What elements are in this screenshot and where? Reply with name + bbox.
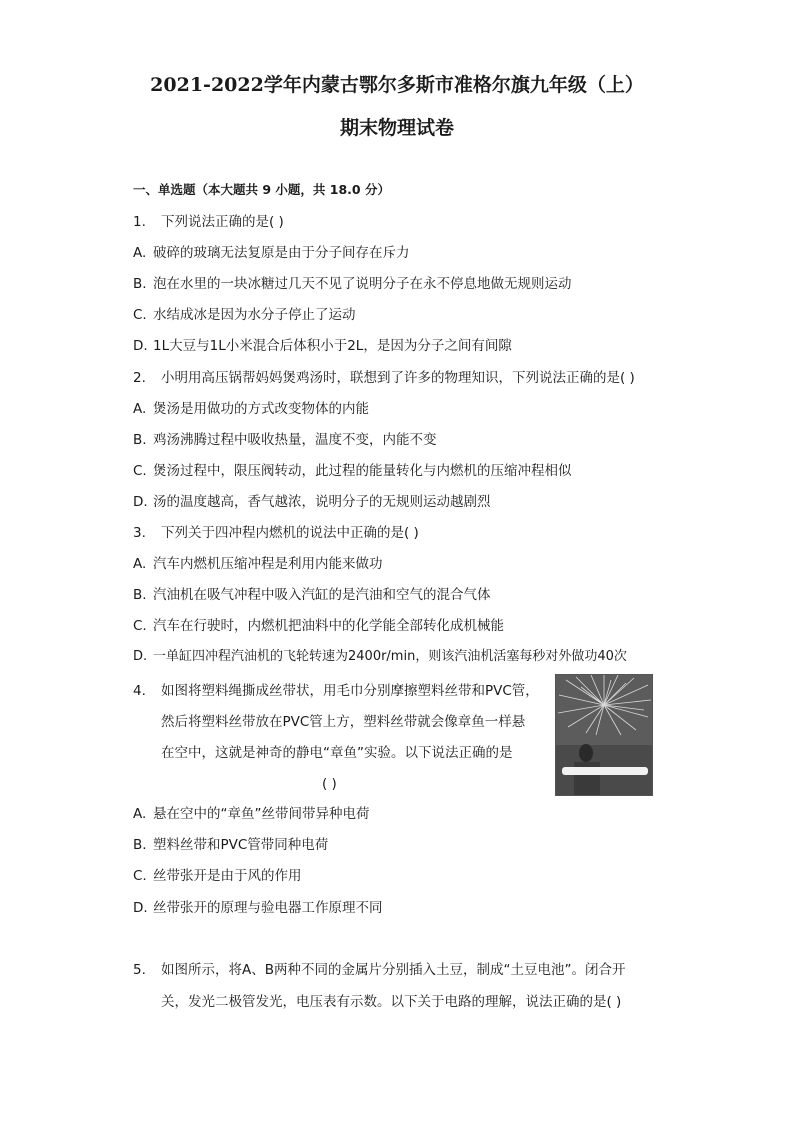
q4-option-c[interactable] xyxy=(133,867,302,885)
question-4-line4: ( ) xyxy=(322,776,337,792)
option-letter: C. xyxy=(133,868,147,884)
question-number: 1. xyxy=(133,214,146,230)
q4-option-a[interactable] xyxy=(133,805,370,823)
option-letter: B. xyxy=(133,837,147,853)
option-text: 破碎的玻璃无法复原是由于分子间存在斥力 xyxy=(153,245,410,261)
option-text: 汽油机在吸气冲程中吸入汽缸的是汽油和空气的混合气体 xyxy=(153,587,491,603)
q3-option-a[interactable] xyxy=(133,555,383,573)
option-letter: D. xyxy=(133,338,148,354)
q4-option-d[interactable] xyxy=(133,899,383,917)
section-heading: 一、单选题（本大题共 9 小题，共 18.0 分） xyxy=(133,182,390,197)
question-number: 2. xyxy=(133,370,146,386)
option-letter: A. xyxy=(133,806,147,822)
option-text: 煲汤是用做功的方式改变物体的内能 xyxy=(153,401,369,417)
option-letter: C. xyxy=(133,307,147,323)
option-text: 一单缸四冲程汽油机的飞轮转速为2400r/min，则该汽油机活塞每秒对外做功40次 xyxy=(153,649,627,664)
option-letter: B. xyxy=(133,587,147,603)
option-letter: C. xyxy=(133,618,147,634)
q2-option-a[interactable] xyxy=(133,400,369,418)
option-text: 水结成冰是因为水分子停止了运动 xyxy=(153,307,356,323)
question-number: 3. xyxy=(133,525,146,541)
question-4-line2: 然后将塑料丝带放在PVC管上方，塑料丝带就会像章鱼一样悬 xyxy=(161,714,526,730)
option-letter: B. xyxy=(133,432,147,448)
static-electricity-octopus-photo xyxy=(555,674,653,796)
option-letter: B. xyxy=(133,276,147,292)
option-text: 鸡汤沸腾过程中吸收热量，温度不变，内能不变 xyxy=(153,432,437,448)
question-stem: 下列说法正确的是( ) xyxy=(161,214,284,230)
q4-option-b[interactable] xyxy=(133,836,328,854)
q3-option-b[interactable] xyxy=(133,586,491,604)
option-letter: A. xyxy=(133,556,147,572)
question-number: 5. xyxy=(133,962,146,978)
option-text: 汽车内燃机压缩冲程是利用内能来做功 xyxy=(153,556,383,572)
option-text: 丝带张开是由于风的作用 xyxy=(153,868,302,884)
question-4-line1 xyxy=(133,682,539,700)
exam-title-line1: 2021-2022学年内蒙古鄂尔多斯市准格尔旗九年级（上） xyxy=(150,74,644,96)
question-stem: 如图所示，将A、B两种不同的金属片分别插入土豆，制成“土豆电池”。闭合开 xyxy=(161,962,626,978)
option-letter: A. xyxy=(133,401,147,417)
q2-option-b[interactable] xyxy=(133,431,437,449)
option-text: 丝带张开的原理与验电器工作原理不同 xyxy=(153,900,383,916)
q3-option-d[interactable] xyxy=(133,648,627,666)
option-letter: C. xyxy=(133,463,147,479)
question-stem: 小明用高压锅帮妈妈煲鸡汤时，联想到了许多的物理知识，下列说法正确的是( ) xyxy=(161,370,635,386)
option-letter: D. xyxy=(133,494,148,510)
q2-option-d[interactable] xyxy=(133,493,491,511)
exam-title-line2: 期末物理试卷 xyxy=(339,117,454,139)
question-5-line1 xyxy=(133,961,625,979)
option-text: 1L大豆与1L小米混合后体积小于2L，是因为分子之间有间隙 xyxy=(153,338,512,354)
option-letter: D. xyxy=(133,900,148,916)
option-text: 塑料丝带和PVC管带同种电荷 xyxy=(153,837,329,853)
question-number: 4. xyxy=(133,683,146,699)
question-2 xyxy=(133,369,635,387)
question-4-line3: 在空中，这就是神奇的静电“章鱼”实验。以下说法正确的是 xyxy=(161,745,513,761)
q3-option-c[interactable] xyxy=(133,617,504,635)
q1-option-b[interactable] xyxy=(133,275,572,293)
q1-option-d[interactable] xyxy=(133,337,512,355)
q1-option-c[interactable] xyxy=(133,306,356,324)
option-text: 悬在空中的“章鱼”丝带间带异种电荷 xyxy=(153,806,370,822)
option-letter: A. xyxy=(133,245,147,261)
option-text: 泡在水里的一块冰糖过几天不见了说明分子在永不停息地做无规则运动 xyxy=(153,276,572,292)
question-3 xyxy=(133,524,419,542)
option-text: 汽车在行驶时，内燃机把油料中的化学能全部转化成机械能 xyxy=(153,618,504,634)
q2-option-c[interactable] xyxy=(133,462,572,480)
option-letter: D. xyxy=(133,649,148,664)
question-stem: 如图将塑料绳撕成丝带状，用毛巾分别摩擦塑料丝带和PVC管， xyxy=(161,683,539,699)
option-text: 汤的温度越高，香气越浓，说明分子的无规则运动越剧烈 xyxy=(153,494,491,510)
question-1 xyxy=(133,213,284,231)
question-5-line2: 关，发光二极管发光，电压表有示数。以下关于电路的理解，说法正确的是( ) xyxy=(161,994,622,1010)
option-text: 煲汤过程中，限压阀转动，此过程的能量转化与内燃机的压缩冲程相似 xyxy=(153,463,572,479)
q1-option-a[interactable] xyxy=(133,244,410,262)
question-stem: 下列关于四冲程内燃机的说法中正确的是( ) xyxy=(161,525,419,541)
